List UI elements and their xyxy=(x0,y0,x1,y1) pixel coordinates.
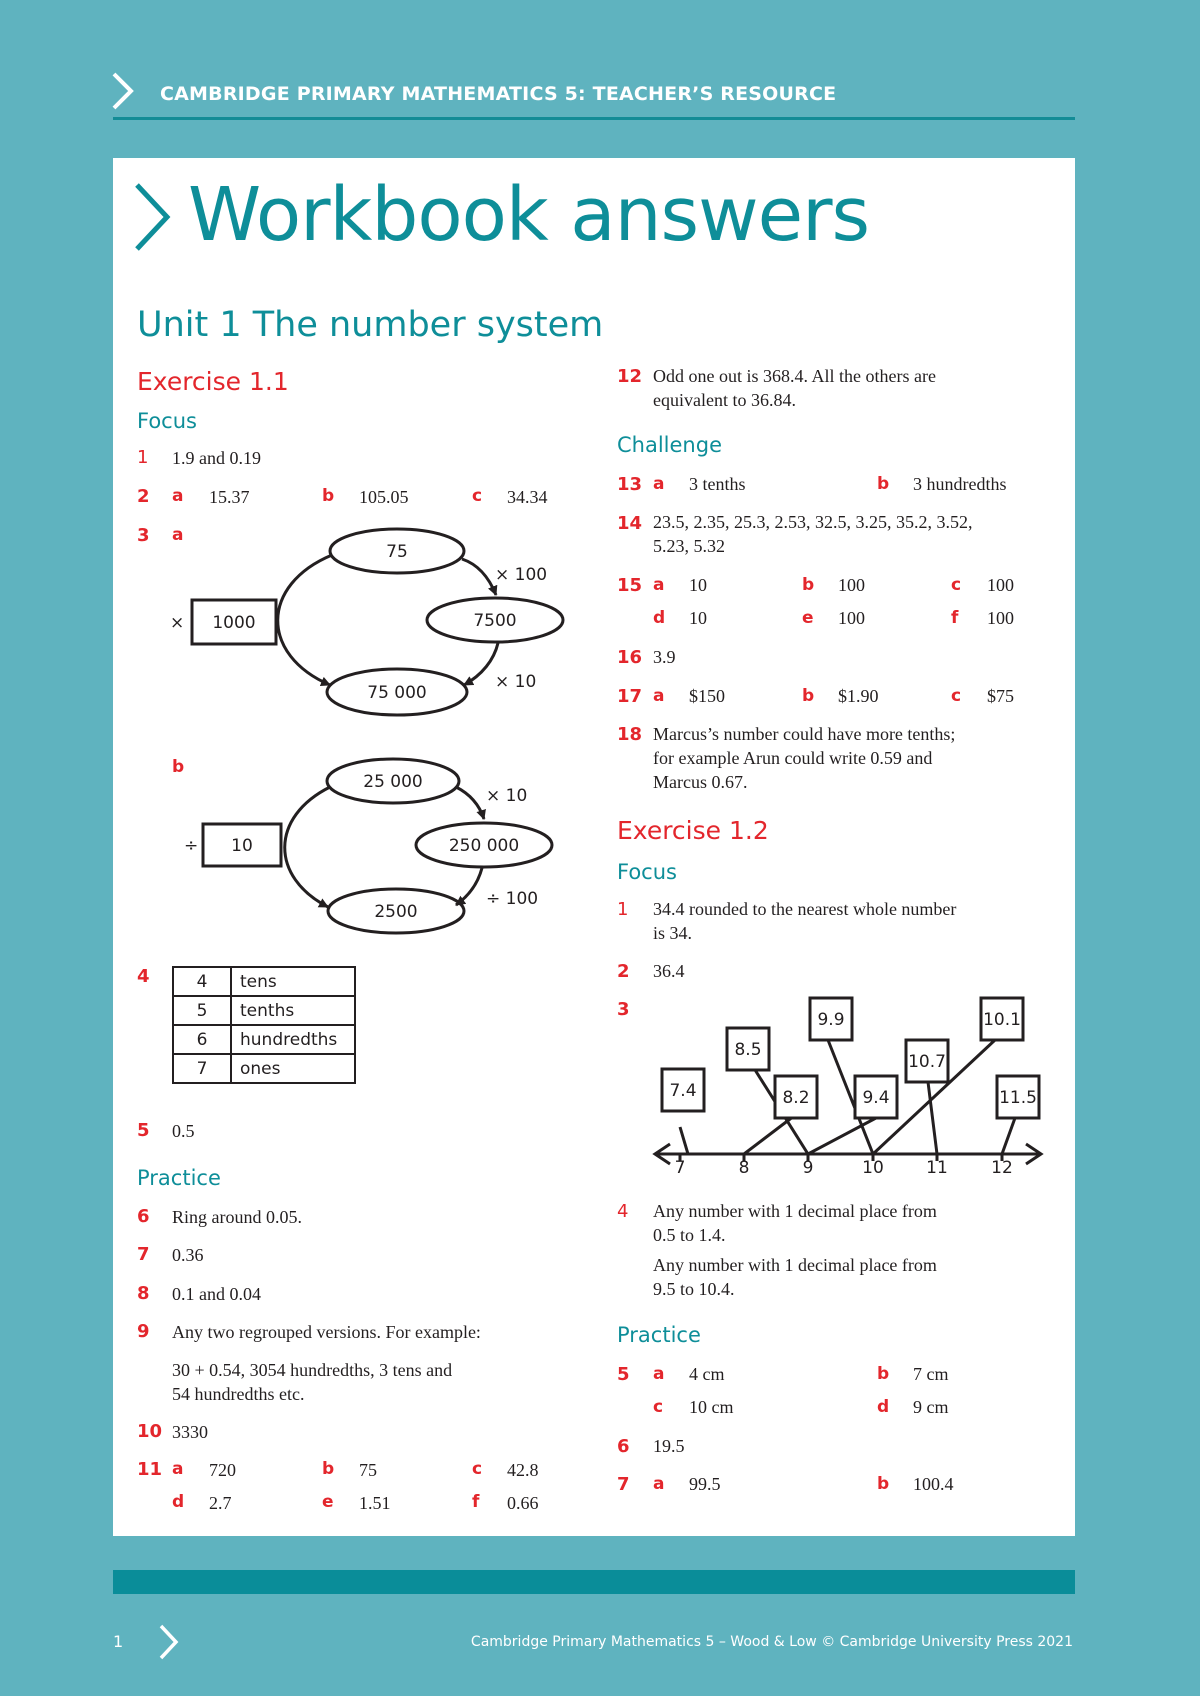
answer-text: 3.9 xyxy=(653,647,676,667)
answer-text: 99.5 xyxy=(689,1474,721,1494)
arrow-top-right xyxy=(456,787,484,819)
tick-label: 9 xyxy=(802,1158,814,1175)
node-right-value: 7500 xyxy=(473,611,517,631)
arrow-left xyxy=(278,555,332,685)
answer-text: Marcus’s number could have more tenths; xyxy=(653,724,956,744)
answer-text: $150 xyxy=(689,686,725,706)
table-row xyxy=(173,967,355,996)
answer-text: equivalent to 36.84. xyxy=(653,390,796,410)
answer-text: 100 xyxy=(987,608,1014,628)
diagram-a xyxy=(160,525,580,725)
question-number: 5 xyxy=(617,1364,630,1385)
part-label: b xyxy=(172,757,185,777)
question-number: 8 xyxy=(137,1283,150,1304)
tick-label: 11 xyxy=(926,1158,948,1175)
part-label: a xyxy=(172,486,184,506)
node-right-value: 250 000 xyxy=(448,836,520,856)
part-label: b xyxy=(877,1364,890,1384)
tick-label: 8 xyxy=(738,1158,750,1175)
question-number: 7 xyxy=(617,1474,630,1495)
tick-label: 10 xyxy=(862,1158,884,1175)
part-label: d xyxy=(172,1492,185,1512)
answer-text: 100 xyxy=(987,575,1014,595)
answer-text: Odd one out is 368.4. All the others are xyxy=(653,366,936,386)
part-label: d xyxy=(877,1397,890,1417)
answer-text: 10 xyxy=(689,575,707,595)
question-number: 4 xyxy=(617,1201,629,1222)
operation-label: × 10 xyxy=(495,672,537,692)
part-label: c xyxy=(472,486,483,506)
section-heading: Focus xyxy=(617,860,677,884)
answer-text: 5.23, 5.32 xyxy=(653,536,725,556)
question-number: 3 xyxy=(137,525,150,546)
part-label: c xyxy=(951,686,962,706)
answer-text: is 34. xyxy=(653,923,693,943)
tick-label: 12 xyxy=(991,1158,1013,1175)
question-number: 6 xyxy=(617,1436,630,1457)
table-cell: tens xyxy=(231,967,355,996)
answer-text: Marcus 0.67. xyxy=(653,772,748,792)
answer-text: 7 cm xyxy=(913,1364,949,1384)
label-value: 10.1 xyxy=(983,1010,1021,1030)
table-cell: ones xyxy=(231,1054,355,1083)
answer-text: Any number with 1 decimal place from xyxy=(653,1255,937,1275)
table-cell: 4 xyxy=(173,967,231,996)
answer-text: 19.5 xyxy=(653,1436,685,1456)
node-top-value: 75 xyxy=(386,542,408,562)
answer-text: 3330 xyxy=(172,1422,208,1442)
header-title: CAMBRIDGE PRIMARY MATHEMATICS 5: TEACHER’S RESOURCE xyxy=(160,83,837,105)
question-number: 17 xyxy=(617,686,643,707)
label-value: 11.5 xyxy=(999,1088,1037,1108)
answer-text: 10 cm xyxy=(689,1397,734,1417)
operator-box-value: 1000 xyxy=(212,613,256,633)
part-label: e xyxy=(802,608,814,628)
question-number: 6 xyxy=(137,1206,150,1227)
answer-text: 0.5 xyxy=(172,1121,195,1141)
label-value: 9.4 xyxy=(862,1088,890,1108)
arrow-left xyxy=(285,787,330,907)
part-label: d xyxy=(653,608,666,628)
part-label: a xyxy=(172,1459,184,1479)
answer-text: 4 cm xyxy=(689,1364,725,1384)
place-value-table xyxy=(172,966,356,1084)
answer-text: 2.7 xyxy=(209,1493,232,1513)
answer-text: 9.5 to 10.4. xyxy=(653,1279,735,1299)
arrow-top-right xyxy=(462,559,496,595)
unit-title: Unit 1 The number system xyxy=(137,305,604,345)
header-rule xyxy=(113,117,1075,120)
question-number: 1 xyxy=(137,447,149,468)
table-cell: tenths xyxy=(231,996,355,1025)
chevron-right-icon xyxy=(110,72,136,110)
answer-text: 0.1 and 0.04 xyxy=(172,1284,261,1304)
question-number: 7 xyxy=(137,1244,150,1265)
node-bottom-value: 2500 xyxy=(374,902,418,922)
table-cell: 6 xyxy=(173,1025,231,1054)
answer-text: 54 hundredths etc. xyxy=(172,1384,305,1404)
part-label: f xyxy=(472,1492,480,1512)
operation-label: × 10 xyxy=(486,786,528,806)
page-title: Workbook answers xyxy=(188,172,870,258)
table-row xyxy=(173,1054,355,1083)
pointer-11.5 xyxy=(1002,1118,1015,1154)
question-number: 14 xyxy=(617,513,643,534)
question-number: 2 xyxy=(617,961,630,982)
answer-text: 34.34 xyxy=(507,487,548,507)
pointer-8.2 xyxy=(744,1116,794,1154)
answer-text: 3 hundredths xyxy=(913,474,1007,494)
table-cell: 5 xyxy=(173,996,231,1025)
answer-text: 100 xyxy=(838,608,865,628)
footer-bar xyxy=(113,1570,1075,1594)
part-label: a xyxy=(653,686,665,706)
question-number: 1 xyxy=(617,899,629,920)
tick-label: 7 xyxy=(674,1158,686,1175)
answer-text: 36.4 xyxy=(653,961,685,981)
answer-text: $75 xyxy=(987,686,1014,706)
part-label: b xyxy=(802,686,815,706)
section-heading: Practice xyxy=(617,1323,701,1347)
question-number: 16 xyxy=(617,647,643,668)
label-value: 8.5 xyxy=(734,1040,762,1060)
answer-text: 720 xyxy=(209,1460,236,1480)
answer-text: Any number with 1 decimal place from xyxy=(653,1201,937,1221)
diagram-b xyxy=(160,757,580,957)
answer-text: 0.5 to 1.4. xyxy=(653,1225,726,1245)
part-label: b xyxy=(322,486,335,506)
table-row xyxy=(173,996,355,1025)
arrow-bottom-right xyxy=(464,643,498,685)
answer-text: 100.4 xyxy=(913,1474,954,1494)
exercise-heading: Exercise 1.2 xyxy=(617,816,769,845)
answer-text: Any two regrouped versions. For example: xyxy=(172,1322,481,1342)
question-number: 13 xyxy=(617,474,643,495)
part-label: a xyxy=(653,575,665,595)
part-label: b xyxy=(877,474,890,494)
part-label: a xyxy=(653,1474,665,1494)
page-number: 1 xyxy=(113,1632,124,1651)
section-heading: Practice xyxy=(137,1166,221,1190)
answer-text: 9 cm xyxy=(913,1397,949,1417)
answer-text: 3 tenths xyxy=(689,474,746,494)
part-label: f xyxy=(951,608,959,628)
section-heading: Focus xyxy=(137,409,197,433)
table-cell: 7 xyxy=(173,1054,231,1083)
exercise-heading: Exercise 1.1 xyxy=(137,367,289,396)
question-number: 10 xyxy=(137,1421,163,1442)
footer-credit: Cambridge Primary Mathematics 5 – Wood & Low © Cambridge University Press 2021 xyxy=(470,1634,1073,1650)
pointer-10.7 xyxy=(928,1082,937,1154)
part-label: c xyxy=(472,1459,483,1479)
pointer-7.4 xyxy=(680,1127,688,1154)
answer-text: 1.9 and 0.19 xyxy=(172,448,261,468)
part-label: c xyxy=(653,1397,664,1417)
node-top-value: 25 000 xyxy=(363,772,423,792)
part-label: c xyxy=(951,575,962,595)
operation-label: ÷ xyxy=(184,836,199,856)
answer-text: 42.8 xyxy=(507,1460,539,1480)
question-number: 9 xyxy=(137,1321,150,1342)
question-number: 18 xyxy=(617,724,643,745)
question-number: 2 xyxy=(137,486,150,507)
answer-text: 100 xyxy=(838,575,865,595)
operation-label: ÷ 100 xyxy=(486,889,539,909)
answer-text: 34.4 rounded to the nearest whole number xyxy=(653,899,957,919)
table-cell: hundredths xyxy=(231,1025,355,1054)
table-row xyxy=(173,1025,355,1054)
part-label: b xyxy=(322,1459,335,1479)
chevron-right-icon xyxy=(133,182,173,252)
question-number: 11 xyxy=(137,1459,163,1480)
question-number: 12 xyxy=(617,366,643,387)
question-number: 3 xyxy=(617,999,630,1020)
answer-text: 0.36 xyxy=(172,1245,204,1265)
label-value: 10.7 xyxy=(908,1052,946,1072)
label-value: 9.9 xyxy=(817,1010,845,1030)
question-number: 5 xyxy=(137,1120,150,1141)
number-line-diagram xyxy=(640,990,1060,1175)
answer-text: 23.5, 2.35, 25.3, 2.53, 32.5, 3.25, 35.2, 3.52, xyxy=(653,512,973,532)
operation-label: × xyxy=(170,613,185,633)
answer-text: Ring around 0.05. xyxy=(172,1207,302,1227)
answer-text: for example Arun could write 0.59 and xyxy=(653,748,933,768)
operator-box-value: 10 xyxy=(231,836,253,856)
operation-label: × 100 xyxy=(495,565,548,585)
answer-text: $1.90 xyxy=(838,686,879,706)
answer-text: 75 xyxy=(359,1460,377,1480)
label-value: 7.4 xyxy=(669,1081,697,1101)
label-value: 8.2 xyxy=(782,1088,810,1108)
answer-text: 30 + 0.54, 3054 hundredths, 3 tens and xyxy=(172,1360,453,1380)
part-label: a xyxy=(172,525,184,545)
answer-text: 15.37 xyxy=(209,487,250,507)
section-heading: Challenge xyxy=(617,433,722,457)
answer-text: 105.05 xyxy=(359,487,409,507)
chevron-right-icon[interactable] xyxy=(158,1624,180,1660)
part-label: b xyxy=(802,575,815,595)
arrow-bottom-right xyxy=(456,868,482,905)
question-number: 15 xyxy=(617,575,643,596)
question-number: 4 xyxy=(137,966,150,987)
answer-text: 0.66 xyxy=(507,1493,539,1513)
answer-text: 1.51 xyxy=(359,1493,391,1513)
answer-text: 10 xyxy=(689,608,707,628)
node-bottom-value: 75 000 xyxy=(367,683,427,703)
part-label: a xyxy=(653,1364,665,1384)
part-label: b xyxy=(877,1474,890,1494)
part-label: e xyxy=(322,1492,334,1512)
part-label: a xyxy=(653,474,665,494)
